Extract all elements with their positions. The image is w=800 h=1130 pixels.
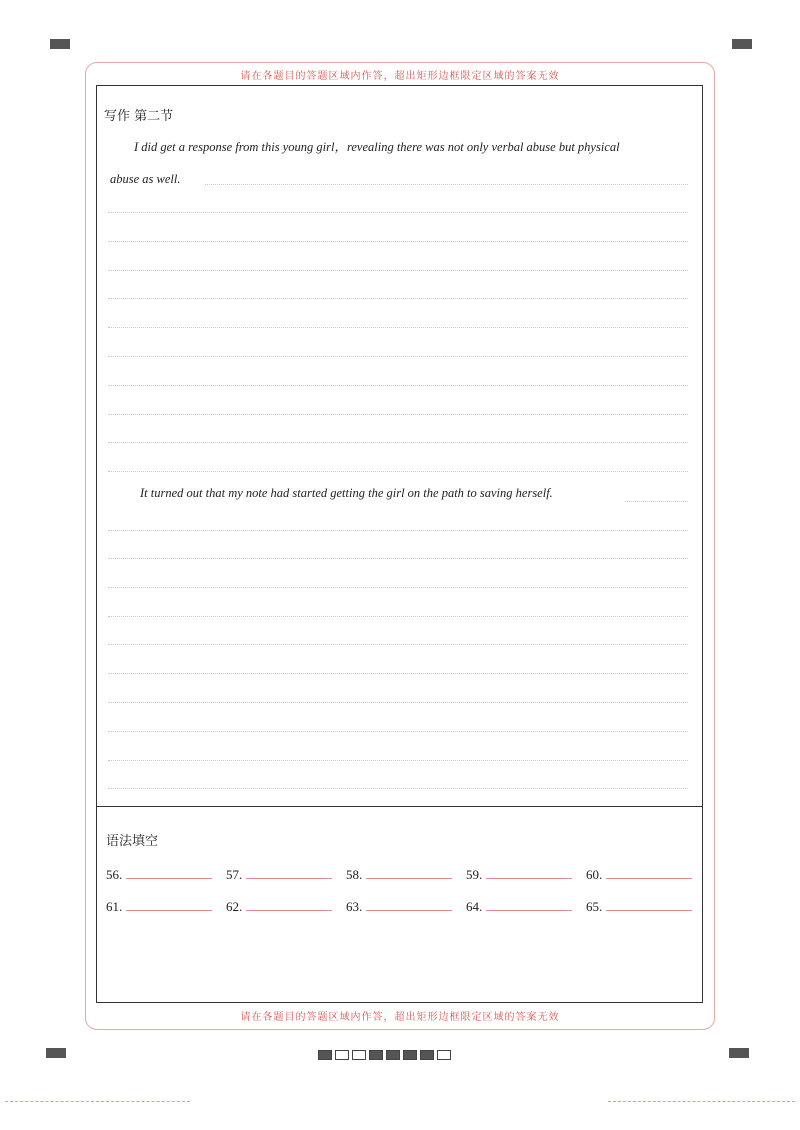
writing-line[interactable] — [108, 788, 688, 789]
blank-64[interactable]: 64. — [466, 899, 572, 915]
writing-line[interactable] — [108, 356, 688, 357]
blank-59[interactable]: 59. — [466, 867, 572, 883]
page-code-box — [318, 1050, 332, 1060]
writing-line[interactable] — [108, 471, 688, 472]
writing-line[interactable] — [108, 298, 688, 299]
page-code-box — [437, 1050, 451, 1060]
blank-56[interactable]: 56. — [106, 867, 212, 883]
blank-61[interactable]: 61. — [106, 899, 212, 915]
registration-mark-top-right — [732, 39, 752, 49]
blank-row-1 — [106, 867, 696, 887]
writing-line[interactable] — [625, 501, 688, 502]
writing-prompt-2: It turned out that my note had started getting the girl on the path to saving herself. — [140, 486, 553, 500]
section-divider — [96, 806, 703, 807]
blank-57[interactable]: 57. — [226, 867, 332, 883]
writing-line[interactable] — [108, 241, 688, 242]
writing-prompt-1: I did get a response from this young girl，revealing there was not only verbal abuse but physical — [134, 140, 620, 154]
writing-line[interactable] — [108, 530, 688, 531]
writing-line[interactable] — [108, 385, 688, 386]
cut-line-left — [5, 1101, 190, 1102]
blank-row-2 — [106, 899, 696, 919]
writing-line[interactable] — [108, 644, 688, 645]
page-code-box — [403, 1050, 417, 1060]
blank-58[interactable]: 58. — [346, 867, 452, 883]
bottom-notice: 请在各题目的答题区域内作答，超出矩形边框限定区域的答案无效 — [240, 1012, 560, 1023]
writing-line[interactable] — [108, 327, 688, 328]
registration-mark-top-left — [50, 39, 70, 49]
answer-box — [96, 85, 703, 1003]
blank-65[interactable]: 65. — [586, 899, 692, 915]
page-code-box — [352, 1050, 366, 1060]
writing-line[interactable] — [108, 587, 688, 588]
blank-63[interactable]: 63. — [346, 899, 452, 915]
page-code-box — [386, 1050, 400, 1060]
writing-line[interactable] — [108, 616, 688, 617]
grammar-section-title: 语法填空 — [106, 834, 159, 849]
writing-line[interactable] — [108, 731, 688, 732]
writing-line[interactable] — [108, 270, 688, 271]
writing-line[interactable] — [108, 558, 688, 559]
page-code-box — [420, 1050, 434, 1060]
writing-line[interactable] — [108, 212, 688, 213]
page-code-boxes — [318, 1047, 454, 1059]
top-notice: 请在各题目的答题区域内作答，超出矩形边框限定区域的答案无效 — [240, 71, 560, 82]
page-code-box — [369, 1050, 383, 1060]
blank-60[interactable]: 60. — [586, 867, 692, 883]
writing-line[interactable] — [205, 184, 688, 185]
registration-mark-bottom-left — [46, 1048, 66, 1058]
writing-section-title: 写作 第二节 — [104, 109, 174, 124]
writing-line[interactable] — [108, 414, 688, 415]
writing-line[interactable] — [108, 760, 688, 761]
writing-line[interactable] — [108, 702, 688, 703]
writing-line[interactable] — [108, 442, 688, 443]
blank-62[interactable]: 62. — [226, 899, 332, 915]
page-code-box — [335, 1050, 349, 1060]
registration-mark-bottom-right — [729, 1048, 749, 1058]
cut-line-right — [608, 1101, 795, 1102]
writing-line[interactable] — [108, 673, 688, 674]
writing-prompt-1-continued: abuse as well. — [110, 172, 181, 186]
